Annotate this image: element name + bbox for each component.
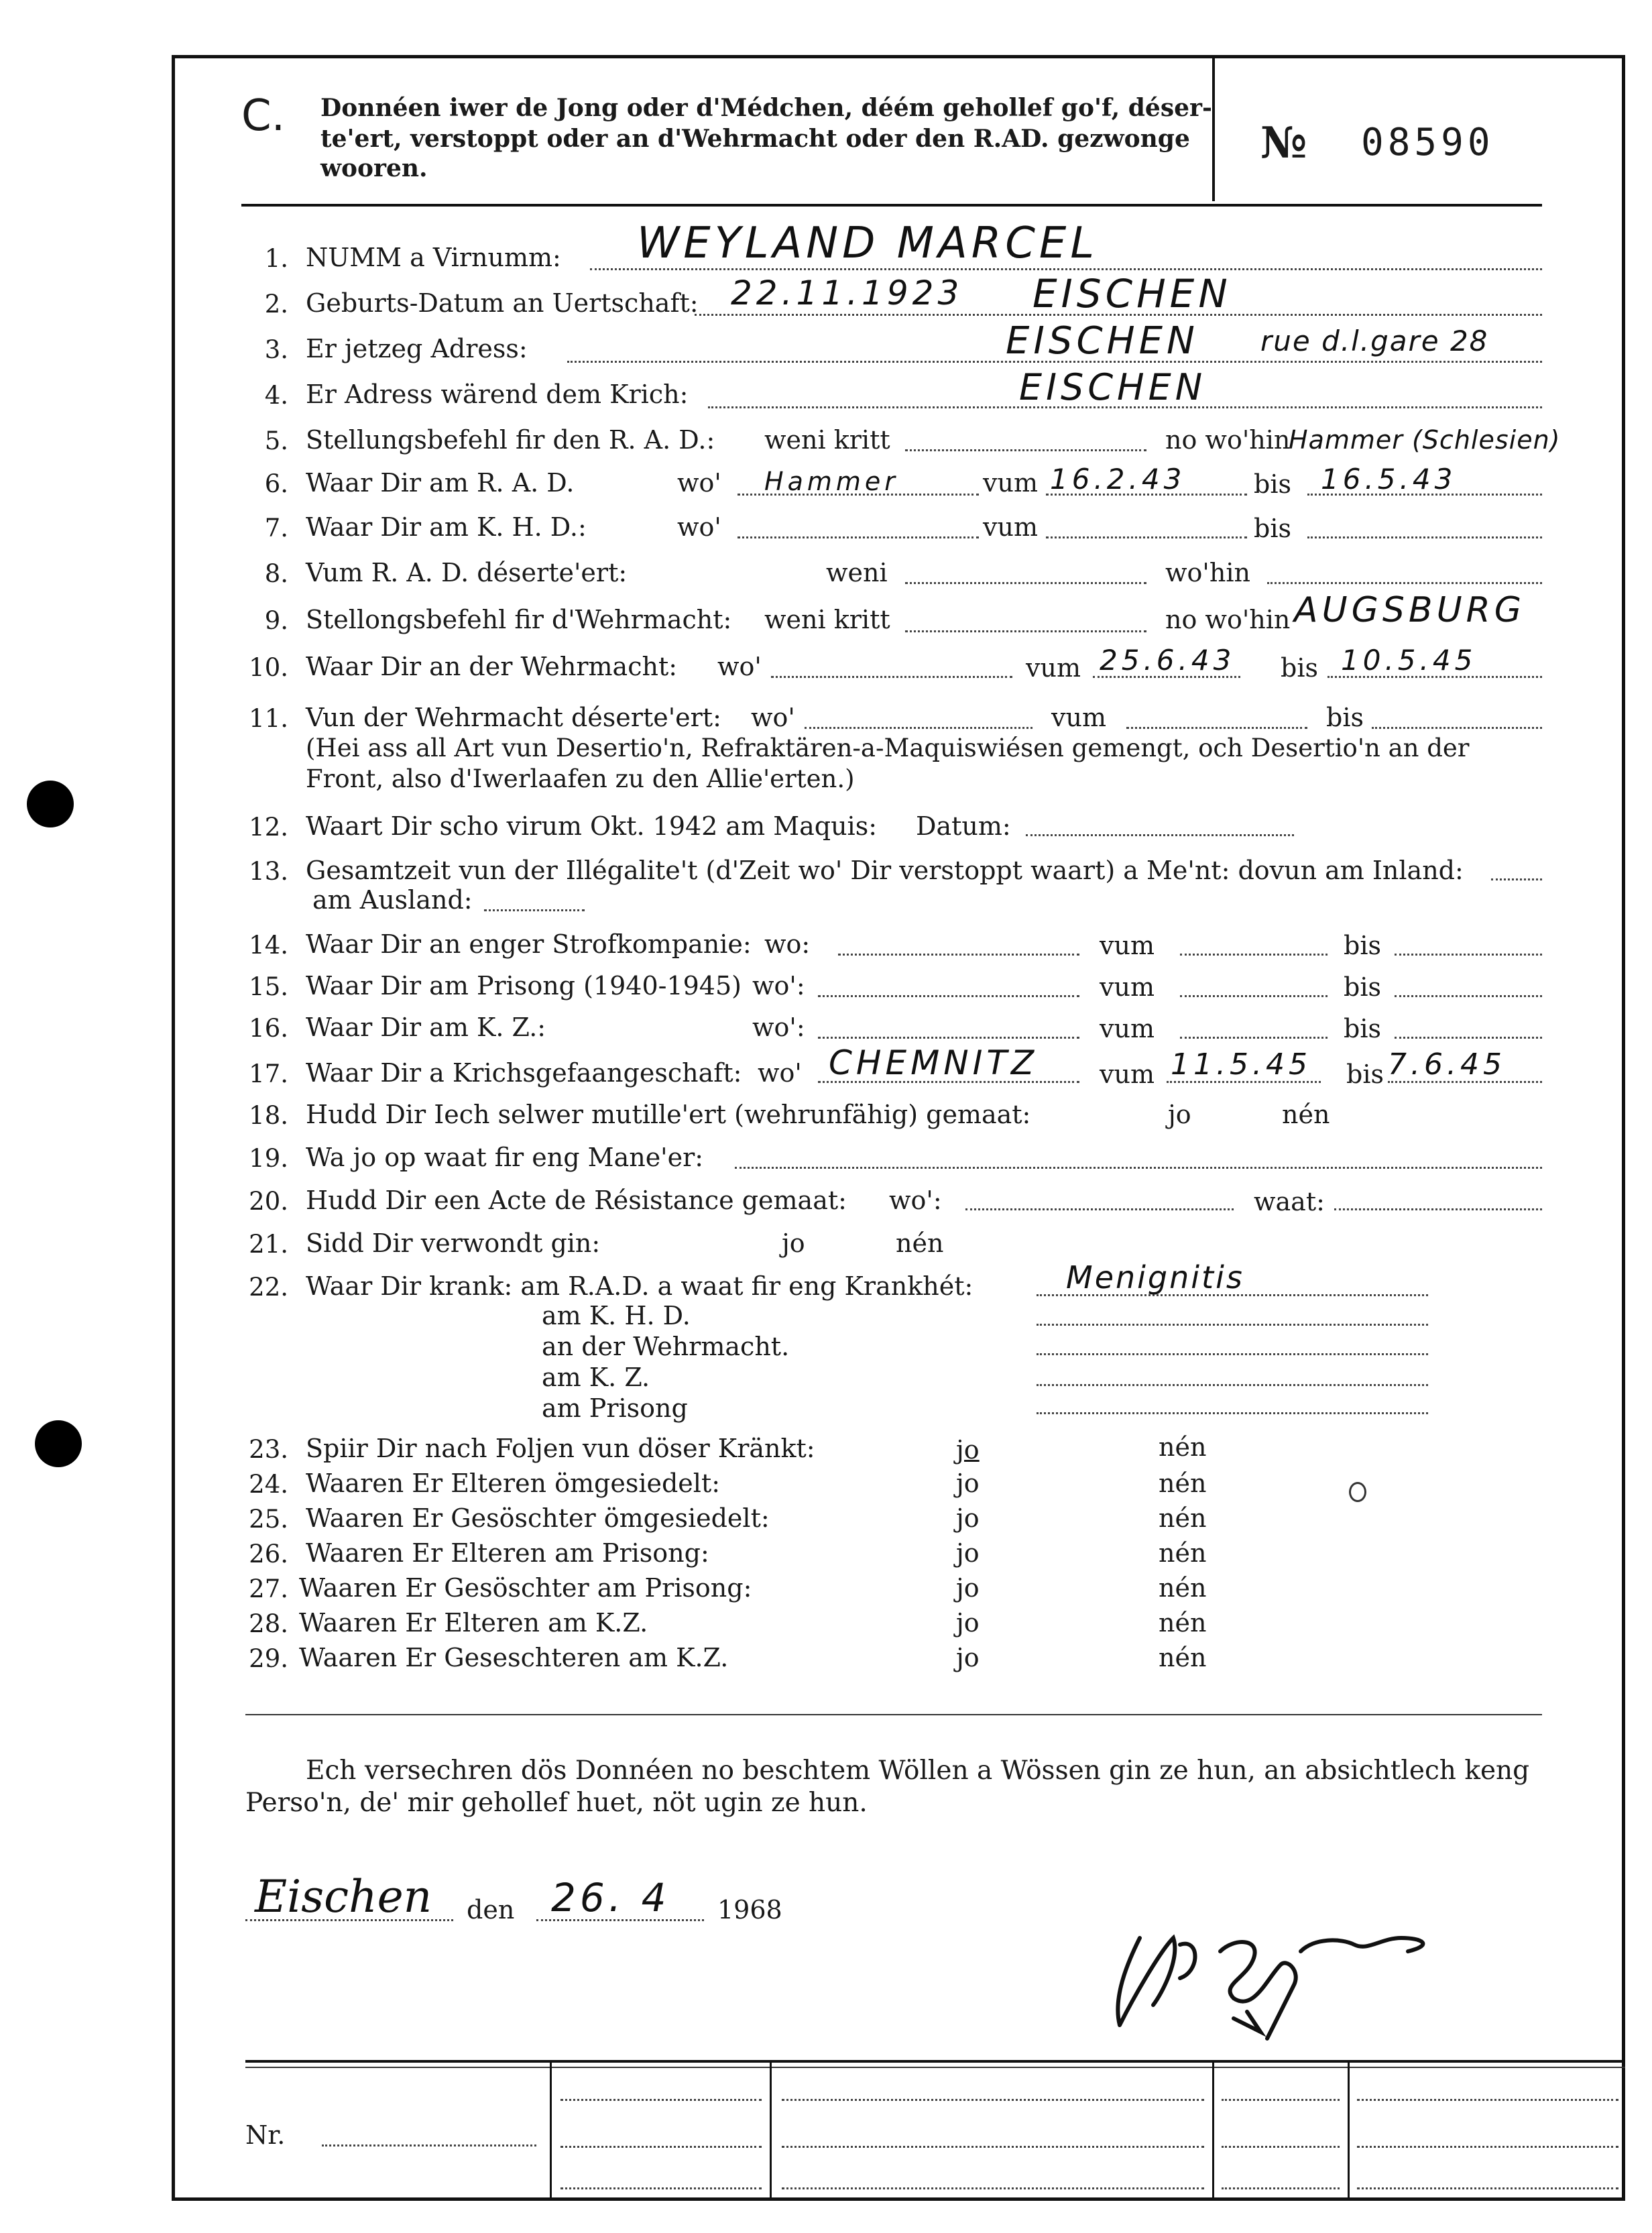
field-illness-khd[interactable] xyxy=(1037,1324,1428,1326)
row-number: 23. xyxy=(249,1435,288,1464)
value-pow-where: CHEMNITZ xyxy=(829,1043,1039,1082)
field-kz-to[interactable] xyxy=(1395,1037,1542,1039)
option-nen[interactable]: nén xyxy=(1159,1469,1207,1498)
option-jo[interactable]: jo xyxy=(956,1573,980,1603)
section-letter: C. xyxy=(241,91,286,141)
row-number: 27. xyxy=(249,1574,288,1603)
row-note-desertion: (Hei ass all Art vun Desertio'n, Refraktären-a-Maquiswiésen gemengt, och Desertio'n an der xyxy=(306,734,1470,762)
row-number: 3. xyxy=(264,335,288,364)
label-nr: Nr. xyxy=(245,2120,286,2150)
row-label-war-address: Er Adress wärend dem Krich: xyxy=(306,380,689,409)
footer-cell-line[interactable] xyxy=(1222,2099,1340,2101)
footer-rule-second xyxy=(245,2067,1625,2068)
form-number: 08590 xyxy=(1361,121,1494,164)
row-number: 9. xyxy=(264,606,288,635)
label-wo: wo': xyxy=(752,971,805,1000)
field-wehrmacht-where[interactable] xyxy=(771,676,1012,678)
row-label-parents-prison: Waaren Er Elteren am Prisong: xyxy=(306,1538,709,1568)
field-prison-where[interactable] xyxy=(818,995,1079,997)
label-wo: wo' xyxy=(717,652,762,681)
label-wo: wo: xyxy=(764,929,811,959)
option-nen[interactable]: nén xyxy=(1159,1503,1207,1533)
field-prison-from[interactable] xyxy=(1180,995,1328,997)
field-inland[interactable] xyxy=(1491,878,1542,880)
row-label-rad-order: Stellungsbefehl fir den R. A. D.: xyxy=(306,425,715,455)
label-bis: bis xyxy=(1344,931,1381,960)
footer-cell-line[interactable] xyxy=(1357,2099,1618,2101)
value-rad-to: 16.5.43 xyxy=(1321,463,1457,496)
pencil-circle-mark xyxy=(1349,1482,1366,1502)
row-label-wehrmacht: Waar Dir an der Wehrmacht: xyxy=(306,652,678,681)
option-jo[interactable]: jo xyxy=(1168,1100,1191,1129)
row-number: 19. xyxy=(249,1144,288,1173)
value-war-address: EISCHEN xyxy=(1019,366,1207,408)
label-den: den xyxy=(467,1895,515,1925)
label-vum: vum xyxy=(1100,972,1155,1002)
footer-col-divider-1 xyxy=(550,2060,552,2201)
row-number: 14. xyxy=(249,931,288,960)
value-illness-rad: Menignitis xyxy=(1066,1259,1244,1296)
option-nen[interactable]: nén xyxy=(1159,1608,1207,1638)
row-label-prison: Waar Dir am Prisong (1940-1945) xyxy=(306,971,742,1000)
footer-cell-line[interactable] xyxy=(1222,2187,1340,2189)
row-label-wehrmacht-desert: Vun der Wehrmacht déserte'ert: xyxy=(306,703,721,732)
label-year: 1968 xyxy=(717,1895,782,1925)
value-birth-date: 22.11.1923 xyxy=(731,274,963,312)
header-divider xyxy=(1212,55,1215,201)
row-number: 2. xyxy=(264,290,288,319)
header-title-line2: te'ert, verstoppt oder an d'Wehrmacht oder den R.AD. gezwonge xyxy=(320,125,1190,153)
row-number: 21. xyxy=(249,1230,288,1259)
label-wohin: wo'hin xyxy=(1165,558,1250,587)
row-number: 4. xyxy=(264,381,288,410)
row-number: 7. xyxy=(264,514,288,542)
row-number: 18. xyxy=(249,1101,288,1130)
field-wehrmacht-order-date[interactable] xyxy=(905,630,1146,632)
punch-hole-top xyxy=(27,781,74,827)
value-name: WEYLAND MARCEL xyxy=(637,219,1098,268)
row-number: 13. xyxy=(249,857,288,886)
row-number: 6. xyxy=(264,469,288,498)
footer-cell-line[interactable] xyxy=(782,2187,1204,2189)
option-nen[interactable]: nén xyxy=(1282,1100,1330,1129)
option-jo[interactable]: jo xyxy=(956,1538,980,1568)
option-jo-selected[interactable]: jo xyxy=(956,1435,980,1465)
label-wo: wo': xyxy=(752,1013,805,1042)
illness-sub-khd: am K. H. D. xyxy=(542,1301,691,1330)
value-birth-place: EISCHEN xyxy=(1032,271,1232,317)
label-vum: vum xyxy=(1100,1060,1155,1089)
label-vum: vum xyxy=(1100,931,1155,960)
row-label-self-mutilation: Hudd Dir Iech selwer mutille'ert (wehrunfähig) gemaat: xyxy=(306,1100,1031,1129)
field-khd-to[interactable] xyxy=(1307,536,1542,538)
option-jo[interactable]: jo xyxy=(956,1469,980,1498)
row-label-pow: Waar Dir a Krichsgefaangeschaft: xyxy=(306,1058,742,1088)
footer-cell-line[interactable] xyxy=(560,2146,762,2148)
label-vum: vum xyxy=(1026,653,1081,683)
field-desert-from[interactable] xyxy=(1126,727,1307,729)
row-number: 22. xyxy=(249,1273,288,1302)
row-note-front: Front, also d'Iwerlaafen zu den Allie'erten.) xyxy=(306,764,855,793)
declaration-line1: Ech versechren dös Donnéen no beschtem Wöllen a Wössen gin ze hun, an absichtlech keng xyxy=(306,1756,1530,1786)
field-desert-where[interactable] xyxy=(805,727,1032,729)
row-label-resistance: Hudd Dir een Acte de Résistance gemaat: xyxy=(306,1186,847,1215)
row-label-illness: Waar Dir krank: am R.A.D. a waat fir eng Krankhét: xyxy=(306,1271,973,1301)
value-pow-from: 11.5.45 xyxy=(1171,1047,1311,1082)
label-bis: bis xyxy=(1326,703,1364,732)
row-number: 8. xyxy=(264,559,288,588)
row-number: 10. xyxy=(249,653,288,682)
field-khd-from[interactable] xyxy=(1046,536,1247,538)
value-rad-from: 16.2.43 xyxy=(1050,463,1186,496)
row-number: 12. xyxy=(249,813,288,842)
row-label-penal-company: Waar Dir an enger Strofkompanie: xyxy=(306,929,752,959)
option-jo[interactable]: jo xyxy=(956,1643,980,1672)
row-number: 17. xyxy=(249,1060,288,1088)
field-kz-where[interactable] xyxy=(818,1037,1079,1039)
number-symbol: № xyxy=(1260,118,1307,168)
label-wo: wo' xyxy=(677,512,721,542)
field-rad-desert-destination[interactable] xyxy=(1267,582,1542,584)
option-nen[interactable]: nén xyxy=(1159,1573,1207,1603)
label-bis: bis xyxy=(1281,653,1318,683)
label-wo: wo' xyxy=(677,468,721,498)
label-bis: bis xyxy=(1254,469,1291,499)
footer-cell-line[interactable] xyxy=(782,2099,1204,2101)
field-rad-desert-date[interactable] xyxy=(905,582,1146,584)
row-number: 28. xyxy=(249,1609,288,1638)
value-place: Eischen xyxy=(255,1871,432,1923)
value-date: 26. 4 xyxy=(551,1875,670,1921)
row-label-after-effects: Spiir Dir nach Foljen vun döser Kränkt: xyxy=(306,1434,815,1463)
header-rule xyxy=(241,204,1542,207)
row-label-siblings-resettled: Waaren Er Gesöschter ömgesiedelt: xyxy=(306,1503,770,1533)
row-number: 16. xyxy=(249,1014,288,1043)
row-label-maquis: Waart Dir scho virum Okt. 1942 am Maquis: xyxy=(306,811,878,841)
row-label-wehrmacht-order: Stellongsbefehl fir d'Wehrmacht: xyxy=(306,605,732,634)
row-label-parents-resettled: Waaren Er Elteren ömgesiedelt: xyxy=(306,1469,721,1498)
row-label-parents-kz: Waaren Er Elteren am K.Z. xyxy=(299,1608,648,1638)
row-number: 11. xyxy=(249,704,288,733)
footer-rule-top xyxy=(245,2060,1625,2063)
declaration-rule xyxy=(245,1714,1542,1715)
option-nen[interactable]: nén xyxy=(1159,1538,1207,1568)
row-label-rad-desert: Vum R. A. D. déserte'ert: xyxy=(306,558,628,587)
label-vum: vum xyxy=(1051,703,1106,732)
field-khd-where[interactable] xyxy=(738,536,979,538)
declaration-line2: Perso'n, de' mir gehollef huet, nöt ugin ze hun. xyxy=(245,1788,868,1818)
row-label-rad: Waar Dir am R. A. D. xyxy=(306,468,575,498)
row-label-kz: Waar Dir am K. Z.: xyxy=(306,1013,546,1042)
value-wehrmacht-destination: AUGSBURG xyxy=(1294,590,1526,630)
row-label-khd: Waar Dir am K. H. D.: xyxy=(306,512,587,542)
punch-hole-bottom xyxy=(35,1420,82,1467)
row-number: 25. xyxy=(249,1505,288,1534)
label-waat: waat: xyxy=(1254,1187,1325,1216)
label-wo: wo': xyxy=(889,1186,942,1215)
value-address-street: rue d.l.gare 28 xyxy=(1260,325,1489,357)
row-label-address: Er jetzeg Adress: xyxy=(306,334,528,363)
label-bis: bis xyxy=(1346,1060,1384,1089)
label-datum: Datum: xyxy=(916,811,1011,841)
footer-cell-line[interactable] xyxy=(782,2146,1204,2148)
label-vum: vum xyxy=(1100,1014,1155,1043)
value-address: EISCHEN xyxy=(1006,319,1199,363)
value-wehrmacht-to: 10.5.45 xyxy=(1341,644,1477,677)
row-number: 24. xyxy=(249,1470,288,1499)
label-wo: wo' xyxy=(758,1058,802,1088)
value-pow-to: 7.6.45 xyxy=(1388,1047,1506,1082)
row-label-manner: Wa jo op waat fir eng Mane'er: xyxy=(306,1143,704,1172)
footer-col-divider-4 xyxy=(1348,2060,1350,2201)
row-label-birth: Geburts-Datum an Uertschaft: xyxy=(306,288,699,318)
value-rad-destination: Hammer (Schlesien) xyxy=(1289,425,1561,455)
footer-cell-line[interactable] xyxy=(560,2099,762,2101)
label-wo: wo' xyxy=(751,703,795,732)
header-title-line1: Donnéen iwer de Jong oder d'Médchen, déém gehollef go'f, déser- xyxy=(320,94,1212,122)
footer-cell-line[interactable] xyxy=(560,2187,762,2189)
field-illness-prison[interactable] xyxy=(1037,1412,1428,1414)
row-label-illegality: Gesamtzeit vun der Illégalite't (d'Zeit wo' Dir verstoppt waart) a Me'nt: dovun am Inland: xyxy=(306,856,1464,885)
field-desert-to[interactable] xyxy=(1372,727,1542,729)
row-number: 20. xyxy=(249,1187,288,1216)
field-penal-from[interactable] xyxy=(1180,954,1328,956)
row-label-siblings-prison: Waaren Er Gesöschter am Prisong: xyxy=(299,1573,752,1603)
field-resistance-where[interactable] xyxy=(965,1208,1234,1210)
field-penal-to[interactable] xyxy=(1395,954,1542,956)
label-bis: bis xyxy=(1344,972,1381,1002)
header-title-line3: wooren. xyxy=(320,154,428,182)
field-name[interactable] xyxy=(590,268,1542,270)
field-prison-to[interactable] xyxy=(1395,995,1542,997)
footer-cell-line[interactable] xyxy=(1222,2146,1340,2148)
label-ausland: am Ausland: xyxy=(312,885,473,915)
label-weni-kritt: weni kritt xyxy=(764,425,890,455)
illness-sub-wehrmacht: an der Wehrmacht. xyxy=(542,1332,790,1361)
option-jo[interactable]: jo xyxy=(956,1608,980,1638)
label-vum: vum xyxy=(983,512,1038,542)
field-resistance-what[interactable] xyxy=(1334,1208,1542,1210)
label-no-wohin: no wo'hin xyxy=(1165,605,1291,634)
field-kz-from[interactable] xyxy=(1180,1037,1328,1039)
row-number: 26. xyxy=(249,1540,288,1568)
option-nen[interactable]: nén xyxy=(1159,1643,1207,1672)
label-bis: bis xyxy=(1344,1014,1381,1043)
label-vum: vum xyxy=(983,468,1038,498)
footer-cell-line[interactable] xyxy=(1357,2146,1618,2148)
field-rad-order-date[interactable] xyxy=(905,449,1146,451)
footer-col-divider-2 xyxy=(770,2060,772,2201)
row-number: 1. xyxy=(264,244,288,273)
label-weni: weni xyxy=(826,558,888,587)
illness-sub-prison: am Prisong xyxy=(542,1393,688,1423)
field-illness-wehrmacht[interactable] xyxy=(1037,1353,1428,1355)
option-jo[interactable]: jo xyxy=(782,1228,805,1258)
row-label-name: NUMM a Virnumm: xyxy=(306,243,561,272)
field-manner[interactable] xyxy=(735,1167,1542,1169)
row-number: 29. xyxy=(249,1644,288,1673)
option-nen[interactable]: nén xyxy=(896,1228,944,1258)
signature xyxy=(1100,1898,1448,2052)
option-nen[interactable]: nén xyxy=(1159,1432,1207,1462)
footer-cell-line[interactable] xyxy=(1357,2187,1618,2189)
footer-col-divider-3 xyxy=(1212,2060,1214,2201)
row-number: 5. xyxy=(264,426,288,455)
row-number: 15. xyxy=(249,972,288,1001)
row-label-wounded: Sidd Dir verwondt gin: xyxy=(306,1228,601,1258)
value-wehrmacht-from: 25.6.43 xyxy=(1100,644,1236,677)
illness-sub-kz: am K. Z. xyxy=(542,1363,650,1392)
field-nr[interactable] xyxy=(322,2144,536,2146)
field-ausland[interactable] xyxy=(484,909,585,911)
field-maquis-date[interactable] xyxy=(1026,834,1294,836)
label-bis: bis xyxy=(1254,514,1291,543)
label-no-wohin: no wo'hin xyxy=(1165,425,1291,455)
row-label-siblings-kz: Waaren Er Geseschteren am K.Z. xyxy=(299,1643,729,1672)
field-illness-kz[interactable] xyxy=(1037,1384,1428,1386)
field-penal-where[interactable] xyxy=(838,954,1079,956)
value-rad-where: Hammer xyxy=(764,467,899,496)
option-jo[interactable]: jo xyxy=(956,1503,980,1533)
label-weni-kritt: weni kritt xyxy=(764,605,890,634)
